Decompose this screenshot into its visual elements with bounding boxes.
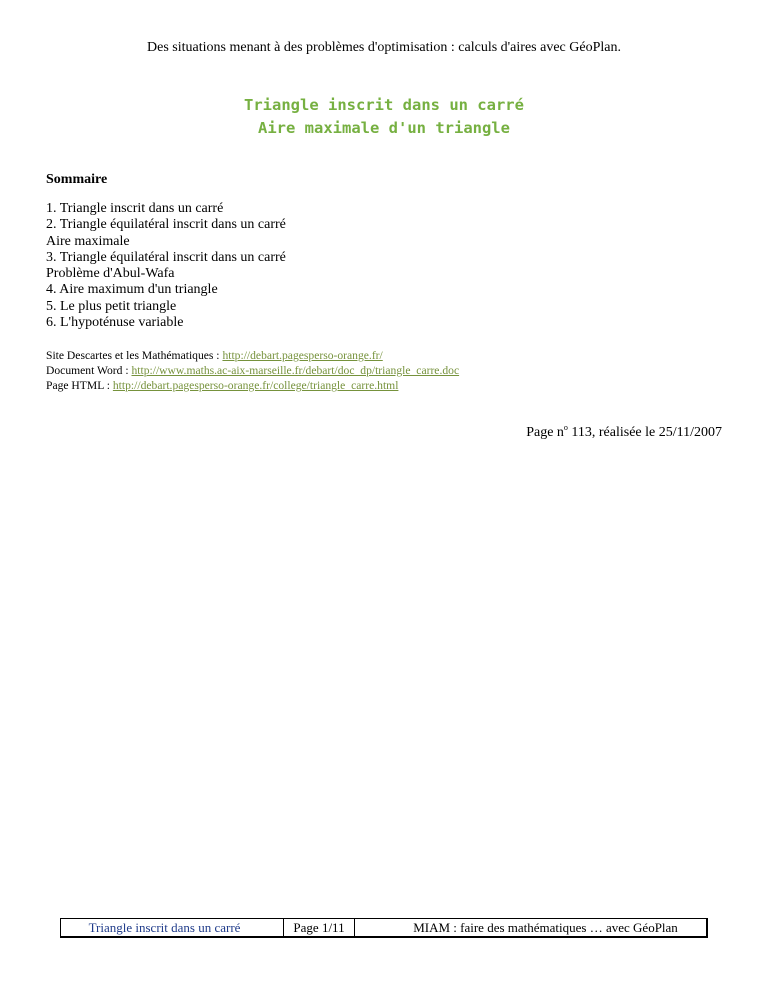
- html-page-link[interactable]: http://debart.pagesperso-orange.fr/college/triangle_carre.html: [112, 379, 399, 392]
- word-label: Document Word :: [46, 364, 132, 377]
- site-link-row: [46, 348, 459, 363]
- summary-list: [46, 201, 286, 331]
- summary-item: 5. Le plus petit triangle: [46, 298, 177, 314]
- html-link-row: [46, 378, 459, 393]
- page-number-date: 113, réalisée le 25/11/2007: [567, 425, 722, 440]
- summary-item: Problème d'Abul-Wafa: [46, 266, 175, 282]
- running-header: Des situations menant à des problèmes d'optimisation : calculs d'aires avec GéoPlan.: [147, 40, 621, 55]
- page-number-superscript: o: [563, 423, 568, 432]
- site-link[interactable]: http://debart.pagesperso-orange.fr/: [222, 349, 383, 362]
- document-title: Triangle inscrit dans un carré: [244, 96, 524, 114]
- word-document-link[interactable]: http://www.maths.ac-aix-marseille.fr/debart/doc_dp/triangle_carre.doc: [131, 364, 460, 377]
- summary-heading: Sommaire: [46, 172, 108, 187]
- summary-item: 4. Aire maximum d'un triangle: [46, 282, 218, 298]
- summary-item: 6. L'hypoténuse variable: [46, 315, 184, 331]
- summary-item: Aire maximale: [46, 233, 130, 249]
- summary-item: 2. Triangle équilatéral inscrit dans un carré: [46, 217, 286, 233]
- site-label: Site Descartes et les Mathématiques :: [46, 349, 223, 362]
- footer-page-number: Page 1/11: [283, 919, 355, 936]
- footer-spacer: [355, 919, 385, 936]
- document-subtitle: Aire maximale d'un triangle: [258, 119, 510, 137]
- footer-document-title: Triangle inscrit dans un carré: [88, 920, 241, 935]
- page-number-prefix: Page n: [526, 425, 564, 440]
- summary-item: 3. Triangle équilatéral inscrit dans un carré: [46, 249, 286, 265]
- page-info: [526, 424, 722, 441]
- footer-bar: [60, 918, 708, 938]
- word-link-row: [46, 363, 459, 378]
- summary-item: 1. Triangle inscrit dans un carré: [46, 201, 224, 216]
- reference-links: [46, 348, 459, 393]
- footer-series-title: MIAM : faire des mathématiques … avec GéoPlan: [413, 920, 678, 935]
- html-label: Page HTML :: [46, 379, 113, 392]
- footer-spacer: [268, 919, 283, 936]
